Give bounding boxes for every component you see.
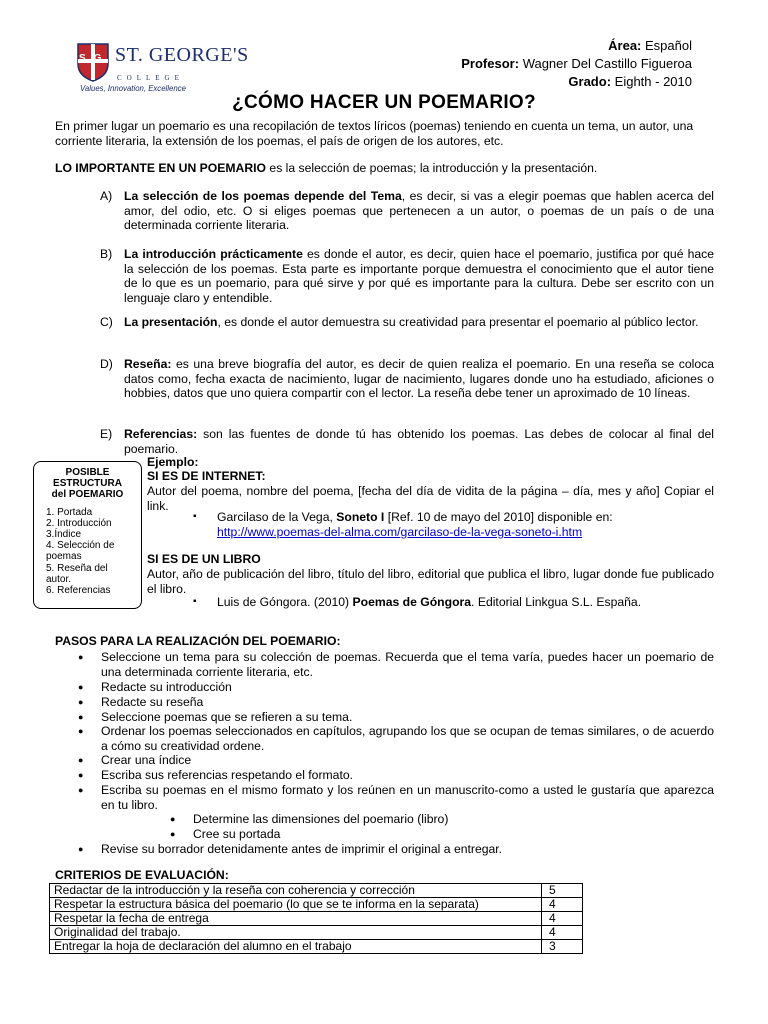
structure-list-item: 6. Referencias xyxy=(46,585,111,597)
area-label: Área: xyxy=(608,38,642,53)
logo-tagline: Values, Innovation, Excellence xyxy=(80,84,186,93)
item-d-letter: D) xyxy=(100,357,113,371)
bullet-icon: ▪ xyxy=(193,596,197,607)
step-item: Crear una índice xyxy=(101,753,192,767)
internet-example-title: Soneto I xyxy=(336,510,385,524)
example-link[interactable]: http://www.poemas-del-alma.com/garcilaso-de-la-vega-soneto-i.htm xyxy=(217,525,583,539)
item-e-text xyxy=(124,427,714,456)
step-item: Seleccione poemas que se refieren a su tema. xyxy=(101,710,353,724)
criteria-score: 3 xyxy=(542,940,583,954)
criteria-score: 4 xyxy=(542,912,583,926)
internet-example-author: Garcilaso de la Vega, xyxy=(217,510,337,524)
criteria-text: Originalidad del trabajo. xyxy=(50,926,542,940)
crest-letters: SG xyxy=(79,53,110,64)
important-line xyxy=(55,161,715,176)
bullet-icon: ● xyxy=(78,785,84,795)
item-c-text xyxy=(124,315,714,330)
step-item: Redacte su reseña xyxy=(101,695,204,709)
criteria-text: Redactar de la introducción y la reseña con coherencia y corrección xyxy=(50,884,542,898)
step-item: Escriba su poemas en el mismo formato y los reúnen en un manuscrito-como a usted le gustaría que aparezca en tu libro. xyxy=(101,783,714,812)
item-d-bold: Reseña: xyxy=(124,357,172,371)
table-row xyxy=(50,884,583,898)
step-item: Redacte su introducción xyxy=(101,680,232,694)
example-label: Ejemplo: xyxy=(147,455,199,469)
table-row xyxy=(50,940,583,954)
header-grade xyxy=(568,73,692,90)
bullet-icon: ● xyxy=(78,726,84,736)
table-row xyxy=(50,926,583,940)
criteria-table xyxy=(49,883,583,954)
item-b-rest: es donde el autor, es decir, quien hace el poemario, justifica por qué hace la selección de los poemas. Esta parte es importante porque demuestra el conocimiento que el autor tiene de lo que es un poemario, para qué sirve y por qué es importante para la cultura. Debe ser escrito con un lenguaje claro y entendible. xyxy=(124,247,715,305)
school-logo xyxy=(73,42,249,94)
structure-box xyxy=(33,461,142,609)
item-d-text xyxy=(124,357,714,401)
criteria-heading: CRITERIOS DE EVALUACIÓN: xyxy=(55,868,229,882)
item-b-text xyxy=(124,247,714,305)
book-label: SI ES DE UN LIBRO xyxy=(147,552,261,566)
step-item: Ordenar los poemas seleccionados en capítulos, agrupando los que se ocupan de temas similares, o de acuerdo a cómo su creatividad ordene. xyxy=(101,724,714,753)
book-example-title: Poemas de Góngora xyxy=(352,595,472,609)
item-e-rest: son las fuentes de donde tú has obtenido los poemas. Las debes de colocar al final del poemario. xyxy=(124,427,714,456)
bullet-icon: ● xyxy=(78,755,84,765)
step-item: Seleccione un tema para su colección de poemas. Recuerda que el tema varía, puedes hacer un poemario de una determinada corriente literaria, etc. xyxy=(101,650,714,679)
structure-heading xyxy=(34,467,141,501)
book-example-publisher: . Editorial Linkgua S.L. España. xyxy=(471,595,642,609)
sub-step-item: Determine las dimensiones del poemario (libro) xyxy=(193,812,449,826)
internet-example xyxy=(217,510,714,525)
book-example-author: Luis de Góngora. (2010) xyxy=(217,595,353,609)
professor-label: Profesor: xyxy=(461,56,520,71)
criteria-score: 4 xyxy=(542,926,583,940)
internet-label: SI ES DE INTERNET: xyxy=(147,469,266,483)
structure-list-item: 4. Selección de xyxy=(46,540,115,552)
item-e-letter: E) xyxy=(100,427,113,441)
book-example xyxy=(217,595,641,610)
criteria-text: Respetar la estructura básica del poemario (lo que se te informa en la separata) xyxy=(50,898,542,912)
internet-text: Autor del poema, nombre del poema, [fecha del día de vidita de la página – día, mes y año] Copiar el link. xyxy=(147,484,714,513)
bullet-icon: ▪ xyxy=(193,511,197,522)
structure-list-item: 3.Índice xyxy=(46,529,82,541)
steps-heading: PASOS PARA LA REALIZACIÓN DEL POEMARIO: xyxy=(55,634,341,648)
item-c-letter: C) xyxy=(100,315,113,329)
structure-heading-1: POSIBLE xyxy=(65,467,110,478)
intro-paragraph: En primer lugar un poemario es una recopilación de textos líricos (poemas) teniendo en cuenta un tema, un autor, una corriente literaria, la extensión de los poemas, el país de origen de los autores, etc. xyxy=(55,119,694,148)
structure-list xyxy=(46,507,141,597)
item-c-rest: , es donde el autor demuestra su creatividad para presentar el poemario al público lector. xyxy=(217,315,699,329)
structure-list-item: poemas xyxy=(46,551,82,563)
item-b-bold: La introducción prácticamente xyxy=(124,247,303,261)
logo-name: ST. GEORGE'S xyxy=(115,44,249,66)
structure-list-item: autor. xyxy=(46,573,72,585)
book-text: Autor, año de publicación del libro, título del libro, editorial que publica el libro, lugar donde fue publicado el libro. xyxy=(147,567,714,596)
bullet-icon: ● xyxy=(170,829,176,839)
bullet-icon: ● xyxy=(170,814,176,824)
item-d-rest: es una breve biografía del autor, es decir de quien realiza el poemario. En una reseña se coloca datos como, fecha exacta de nacimiento, lugar de nacimiento, lugares donde uno ha estudiado, aficiones o hobbies, datos que uno quiera compartir con el lector. La reseña debe tener un aproximado de 10 líneas. xyxy=(124,357,714,401)
item-b-letter: B) xyxy=(100,247,113,261)
item-c-bold: La presentación xyxy=(124,315,218,329)
item-a-rest: , es decir, si vas a elegir poemas que hablen acerca del amor, del odio, etc. O si eliges poemas que pertenecen a un autor, o poemas de un país o de una determinada corriente literaria. xyxy=(124,189,714,233)
item-a-bold: La selección de los poemas depende del Tema xyxy=(124,189,402,203)
bullet-icon: ● xyxy=(78,697,84,707)
page-title: ¿CÓMO HACER UN POEMARIO? xyxy=(232,92,536,113)
header-area xyxy=(608,37,692,54)
item-a-text xyxy=(124,189,714,233)
important-bold: LO IMPORTANTE EN UN POEMARIO xyxy=(55,161,267,175)
criteria-score: 4 xyxy=(542,898,583,912)
bullet-icon: ● xyxy=(78,712,84,722)
criteria-text: Respetar la fecha de entrega xyxy=(50,912,542,926)
grade-label: Grado: xyxy=(568,74,612,89)
structure-heading-3: del POEMARIO xyxy=(51,489,124,501)
criteria-text: Entregar la hoja de declaración del alumno en el trabajo xyxy=(50,940,542,954)
item-e-bold: Referencias: xyxy=(124,427,198,441)
criteria-score: 5 xyxy=(542,884,583,898)
bullet-icon: ● xyxy=(78,652,84,662)
structure-list-item: 1. Portada xyxy=(46,506,93,518)
step-item: Revise su borrador detenidamente antes de imprimir el original a entregar. xyxy=(101,842,503,856)
internet-example-ref: [Ref. 10 de mayo del 2010] disponible en: xyxy=(384,510,613,524)
bullet-icon: ● xyxy=(78,844,84,854)
step-item: Escriba sus referencias respetando el formato. xyxy=(101,768,353,782)
grade-value: Eighth - 2010 xyxy=(614,74,692,89)
header-professor xyxy=(461,55,692,72)
area-value: Español xyxy=(645,38,692,53)
structure-list-item: 5. Reseña del xyxy=(46,562,108,574)
professor-value: Wagner Del Castillo Figueroa xyxy=(522,56,692,71)
sub-step-item: Cree su portada xyxy=(193,827,281,841)
bullet-icon: ● xyxy=(78,770,84,780)
important-rest: es la selección de poemas; la introducción y la presentación. xyxy=(266,161,598,175)
structure-heading-2: ESTRUCTURA xyxy=(53,478,122,490)
logo-sub: COLLEGE xyxy=(117,74,184,82)
structure-list-item: 2. Introducción xyxy=(46,517,112,529)
table-row xyxy=(50,898,583,912)
table-row xyxy=(50,912,583,926)
item-a-letter: A) xyxy=(100,189,113,203)
bullet-icon: ● xyxy=(78,682,84,692)
